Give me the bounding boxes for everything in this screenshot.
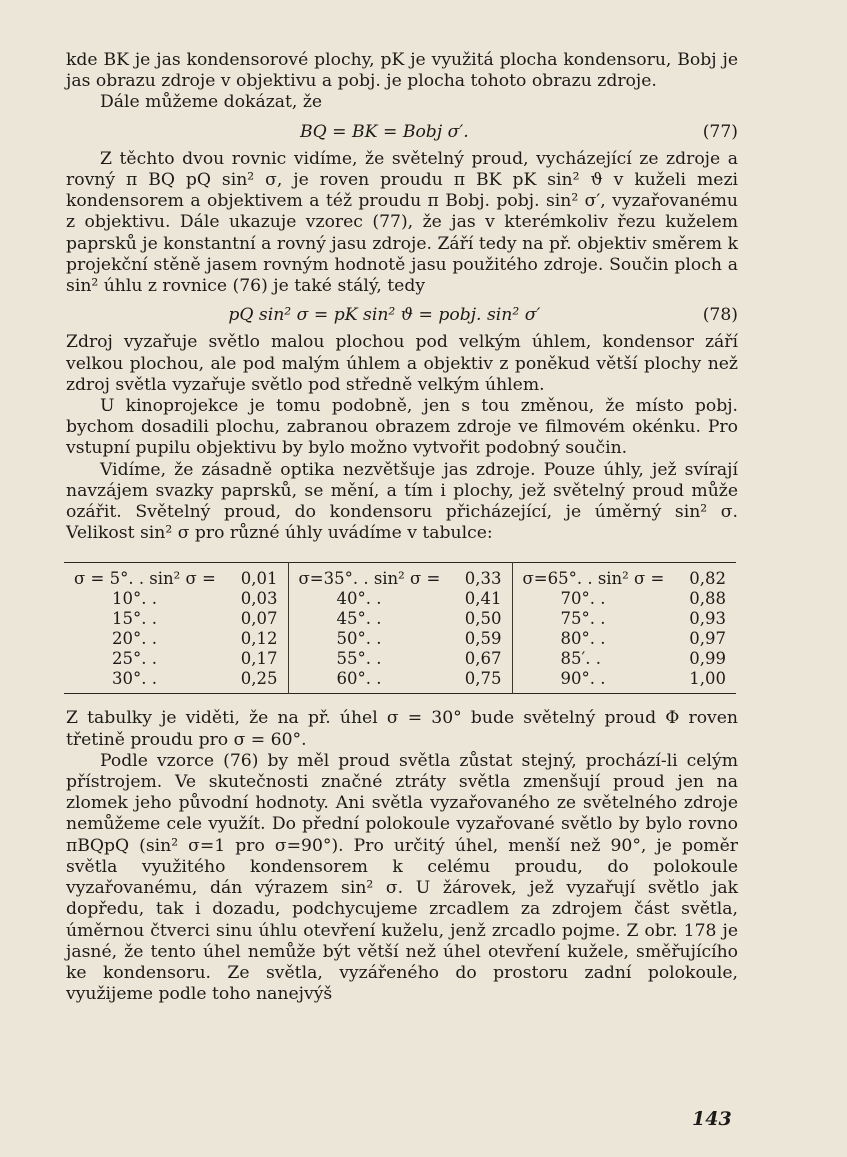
table-cell-angle: σ = 5°. . sin² σ = bbox=[74, 569, 216, 589]
table-cell-angle: 85′. . bbox=[560, 649, 601, 669]
table-cell-angle: 90°. . bbox=[560, 669, 606, 689]
equation-78-number: (78) bbox=[702, 305, 738, 326]
table-cell-value: 0,88 bbox=[689, 589, 726, 609]
table-cell-value: 0,59 bbox=[464, 629, 502, 649]
table-cell-value: 0,12 bbox=[240, 629, 278, 649]
table-cell-angle: 30°. . bbox=[112, 669, 157, 689]
table-cell-angle: 10°. . bbox=[112, 589, 157, 609]
table-cell-value: 0,97 bbox=[689, 629, 726, 649]
paragraph-8: Podle vzorce (76) by měl proud světla zůstat stejný, prochází-li celým přístrojem. Ve skutečnosti značné ztráty světla zmenšují proud jen na zlomek jeho původní hodnoty. Ani světla vyzařovaného ze světelného zdroje nemůžeme cele využít. Do přední polokoule vyzařované světlo by bylo rovno πBQpQ (sin² σ=1 pro σ=90°). Pro určitý úhel, menší než 90°, je poměr světla využitého kondensorem k celému proudu, do polokoule vyzařovanému, dán výrazem sin² σ. U žárovek, jež vyzařují světlo jak dopředu, tak i dozadu, podchycujeme zrcadlem za zdrojem část světla, úměrnou čtverci sinu úhlu otevření kuželu, jenž zrcadlo pojme. Z obr. 178 je jasné, že tento úhel nemůže být větší než úhel otevření kužele, směřujícího ke kondensoru. Ze světla, vyzářeného do prostoru zadní polokoule, využijeme podle toho nanejvýš bbox=[66, 750, 738, 1005]
table-cell-value: 0,33 bbox=[464, 569, 502, 589]
table-cell-angle: 55°. . bbox=[336, 649, 382, 669]
table-cell-value: 0,67 bbox=[464, 649, 502, 669]
paragraph-1: kde BK je jas kondensorové plochy, pK je využitá plocha kondensoru, Bobj je jas obrazu zdroje v objektivu a pobj. je plocha tohoto obrazu zdroje. bbox=[66, 50, 738, 92]
table-cell-angle: 60°. . bbox=[336, 669, 382, 689]
table-cell-angle: σ=35°. . sin² σ = bbox=[298, 569, 441, 589]
table-cell-value: 0,25 bbox=[240, 669, 278, 689]
paragraph-7: Z tabulky je viděti, že na př. úhel σ = 30° bude světelný proud Φ roven třetině proudu pro σ = 60°. bbox=[66, 708, 738, 750]
table-cell-angle: 45°. . bbox=[336, 609, 382, 629]
table-cell-value: 0,41 bbox=[464, 589, 502, 609]
page-text bbox=[66, 50, 738, 1005]
table-cell-value: 0,99 bbox=[689, 649, 726, 669]
equation-78 bbox=[66, 305, 738, 326]
table-cell-angle: 70°. . bbox=[560, 589, 606, 609]
table-cell-value: 0,82 bbox=[689, 569, 726, 589]
table-cell-value: 0,03 bbox=[240, 589, 278, 609]
paragraph-4: Zdroj vyzařuje světlo malou plochou pod velkým úhlem, kondensor září velkou plochou, ale pod malým úhlem a objektiv z poněkud větší plochy než zdroj světla vyzařuje světlo pod středně velkým úhlem. bbox=[66, 332, 738, 395]
paragraph-2: Dále můžeme dokázat, že bbox=[100, 92, 323, 113]
equation-77 bbox=[66, 122, 738, 143]
table-cell-angle: 40°. . bbox=[336, 589, 382, 609]
table-cell-angle: σ=65°. . sin² σ = bbox=[522, 569, 665, 589]
table-column-3 bbox=[512, 563, 736, 694]
paragraph-5: U kinoprojekce je tomu podobně, jen s tou změnou, že místo pobj. bychom dosadili plochu, zabranou obrazem zdroje ve filmovém okénku. Pro vstupní pupilu objektivu by bylo možno vytvořit podobný součin. bbox=[66, 396, 738, 459]
table-cell-angle: 50°. . bbox=[336, 629, 382, 649]
table-cell-angle: 80°. . bbox=[560, 629, 606, 649]
table-cell-value: 0,75 bbox=[464, 669, 502, 689]
paragraph-6: Vidíme, že zásadně optika nezvětšuje jas zdroje. Pouze úhly, jež svírají navzájem svazky paprsků, se mění, a tím i plochy, jež světelný proud může ozářit. Světelný proud, do kondensoru přicházející, je úměrný sin² σ. Velikost sin² σ pro různé úhly uvádíme v tabulce: bbox=[66, 459, 738, 544]
table-cell-value: 0,07 bbox=[240, 609, 278, 629]
paragraph-3: Z těchto dvou rovnic vidíme, že světelný proud, vycházející ze zdroje a rovný π BQ pQ sin² σ, je roven proudu π BK pK sin² ϑ v kuželi mezi kondensorem a objektivem a též proudu π Bobj. pobj. sin² σ′, vyzařovanému z objektivu. Dále ukazuje vzorec (77), že jas v kterémkoliv řezu kuželem paprsků je konstantní a rovný jasu zdroje. Září tedy na př. objektiv směrem k projekční stěně jasem rovným hodnotě jasu použitého zdroje. Součin ploch a sin² úhlu z rovnice (76) je také stálý, tedy bbox=[66, 148, 738, 297]
equation-78-formula: pQ sin² σ = pK sin² ϑ = pobj. sin² σ′ bbox=[228, 305, 541, 326]
equation-77-number: (77) bbox=[702, 121, 738, 142]
table-cell-value: 0,50 bbox=[464, 609, 502, 629]
table-cell-value: 0,93 bbox=[689, 609, 726, 629]
table-cell-value: 1,00 bbox=[689, 669, 726, 689]
table-cell-angle: 75°. . bbox=[560, 609, 606, 629]
table-column-1 bbox=[64, 563, 288, 694]
equation-77-formula: BQ = BK = Bobj σ′. bbox=[299, 121, 469, 142]
sin-table bbox=[64, 562, 736, 694]
table-cell-angle: 25°. . bbox=[112, 649, 157, 669]
table-cell-value: 0,01 bbox=[240, 569, 278, 589]
table-column-2 bbox=[288, 563, 512, 694]
table-cell-angle: 15°. . bbox=[112, 609, 157, 629]
table-cell-angle: 20°. . bbox=[112, 629, 157, 649]
page-number: 143 bbox=[692, 1108, 732, 1130]
table-cell-value: 0,17 bbox=[240, 649, 278, 669]
